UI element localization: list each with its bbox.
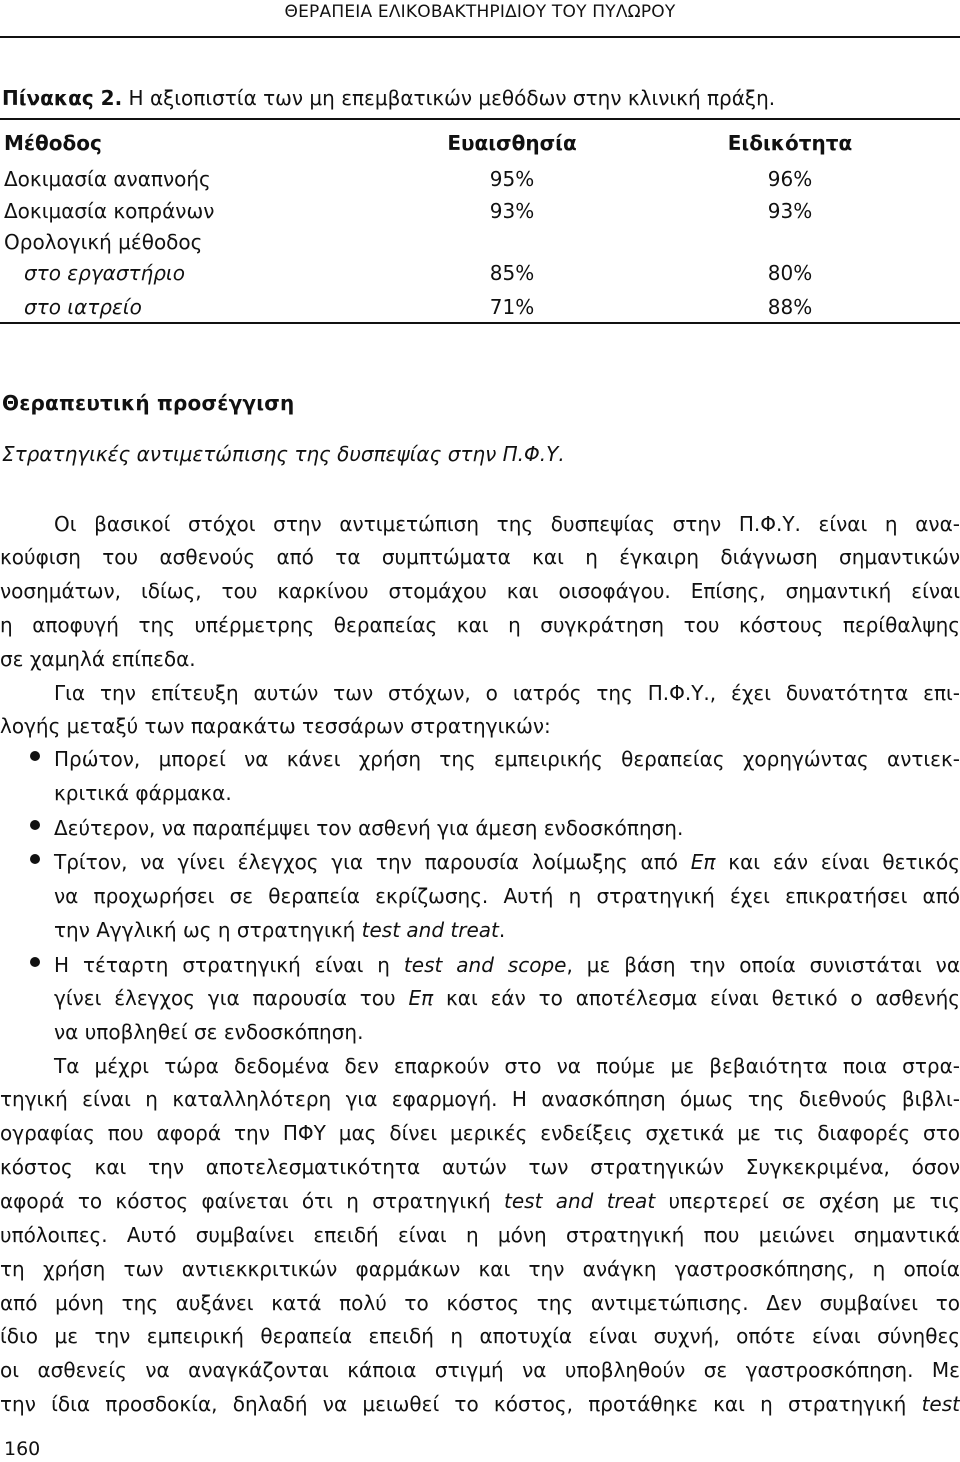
paragraph-line: ογραφίας που αφορά την ΠΦΥ μας δίνει μερικές ενδείξεις σχετικά με τις διαφορές στο — [0, 1121, 960, 1145]
cell-specificity: 80% — [767, 261, 813, 285]
table-row — [0, 258, 960, 288]
bullet-line: κριτικά φάρμακα. — [54, 781, 232, 805]
section-heading: Θεραπευτική προσέγγιση — [2, 391, 295, 415]
table-header-row — [0, 128, 960, 158]
paragraph-line: Οι βασικοί στόχοι στην αντιμετώπιση της δυσπεψίας στην Π.Φ.Υ. είναι η ανα- — [54, 512, 960, 536]
paragraph-line: αφορά το κόστος φαίνεται ότι η στρατηγική test and treat υπερτερεί σε σχέση με τις — [0, 1189, 960, 1213]
bullet-line: να προχωρήσει σε θεραπεία εκρίζωσης. Αυτή η στρατηγική έχει επικρατήσει από — [54, 884, 960, 908]
paragraph-line: κούφιση του ασθενούς από τα συμπτώματα και η έγκαιρη διάγνωση σημαντικών — [0, 545, 960, 569]
header-rule — [0, 36, 960, 38]
cell-method: στο εργαστήριο — [24, 261, 185, 285]
column-header-method: Μέθοδος — [4, 131, 102, 155]
cell-method: Ορολογική μέθοδος — [4, 230, 203, 254]
paragraph-line: η αποφυγή της υπέρμετρης θεραπείας και η συγκράτηση του κόστους περίθαλψης — [0, 613, 960, 637]
bullet-line: να υποβληθεί σε ενδοσκόπηση. — [54, 1020, 364, 1044]
bullet-line: γίνει έλεγχος για παρουσία του Επ και εάν το αποτέλεσμα είναι θετικό ο ασθενής — [54, 986, 960, 1010]
cell-specificity: 93% — [767, 199, 813, 223]
bullet-icon — [30, 957, 40, 967]
paragraph-line: σε χαμηλά επίπεδα. — [0, 647, 196, 671]
table-row — [0, 196, 960, 226]
bullet-line: Δεύτερον, να παραπέμψει τον ασθενή για άμεση ενδοσκόπηση. — [54, 816, 684, 840]
subsection-heading: Στρατηγικές αντιμετώπισης της δυσπεψίας στην Π.Φ.Υ. — [2, 442, 565, 466]
bullet-line: την Αγγλική ως η στρατηγική test and treat. — [54, 918, 506, 942]
table-caption-text: Η αξιοπιστία των μη επεμβατικών μεθόδων στην κλινική πράξη. — [128, 86, 776, 110]
paragraph-line: κόστος και την αποτελεσματικότητα αυτών των στρατηγικών Συγκεκριμένα, όσον — [0, 1155, 960, 1179]
table-caption-label: Πίνακας 2. — [2, 86, 123, 110]
paragraph-line: λογής μεταξύ των παρακάτω τεσσάρων στρατηγικών: — [0, 714, 551, 738]
paragraph-line: ίδιο με την εμπειρική θεραπεία επειδή η αποτυχία είναι συχνή, οπότε είναι σύνηθες — [0, 1324, 960, 1348]
bullet-line: Η τέταρτη στρατηγική είναι η test and scope, με βάση την οποία συνιστάται να — [54, 953, 960, 977]
bullet-line: Τρίτον, να γίνει έλεγχος για την παρουσία λοίμωξης από Επ και εάν είναι θετικός — [54, 850, 960, 874]
table-bottom-rule — [0, 322, 960, 324]
page-number: 160 — [4, 1438, 41, 1460]
table-row — [0, 164, 960, 194]
paragraph-line: νοσημάτων, ιδίως, του καρκίνου στομάχου και οισοφάγου. Επίσης, σημαντική είναι — [0, 579, 960, 603]
paragraph-line: τη χρήση των αντιεκκριτικών φαρμάκων και την ανάγκη γαστροσκόπησης, η οποία — [0, 1257, 960, 1281]
bullet-icon — [30, 854, 40, 864]
cell-sensitivity: 93% — [489, 199, 535, 223]
table-caption — [2, 86, 775, 110]
paragraph-line: υπόλοιπες. Αυτό συμβαίνει επειδή είναι η μόνη στρατηγική που μειώνει σημαντικά — [0, 1223, 960, 1247]
table-row — [0, 292, 960, 322]
paragraph-line: Τα μέχρι τώρα δεδομένα δεν επαρκούν στο να πούμε με βεβαιότητα ποια στρα- — [54, 1054, 960, 1078]
cell-sensitivity: 71% — [489, 295, 535, 319]
table-top-rule — [0, 118, 960, 120]
cell-method: Δοκιμασία αναπνοής — [4, 167, 211, 191]
table-row — [0, 227, 960, 257]
running-header: ΘΕΡΑΠΕΙΑ ΕΛΙΚΟΒΑΚΤΗΡΙΔΙΟΥ ΤΟΥ ΠΥΛΩΡΟΥ — [284, 2, 676, 22]
column-header-sensitivity: Ευαισθησία — [447, 131, 577, 155]
bullet-icon — [30, 751, 40, 761]
paragraph-line: τηγική είναι η καταλληλότερη για εφαρμογή. Η ανασκόπηση όμως της διεθνούς βιβλι- — [0, 1087, 960, 1111]
bullet-icon — [30, 820, 40, 830]
paragraph-line: από μόνη της αυξάνει κατά πολύ το κόστος της αντιμετώπισης. Δεν συμβαίνει το — [0, 1291, 960, 1315]
cell-sensitivity: 85% — [489, 261, 535, 285]
cell-specificity: 88% — [767, 295, 813, 319]
cell-method: στο ιατρείο — [24, 295, 142, 319]
bullet-line: Πρώτον, μπορεί να κάνει χρήση της εμπειρικής θεραπείας χορηγώντας αντιεκ- — [54, 747, 960, 771]
cell-specificity: 96% — [767, 167, 813, 191]
paragraph-line: οι ασθενείς να αναγκάζονται κάποια στιγμή να υποβληθούν σε γαστροσκόπηση. Με — [0, 1358, 960, 1382]
cell-method: Δοκιμασία κοπράνων — [4, 199, 215, 223]
cell-sensitivity: 95% — [489, 167, 535, 191]
column-header-specificity: Ειδικότητα — [727, 131, 853, 155]
paragraph-line: Για την επίτευξη αυτών των στόχων, ο ιατρός της Π.Φ.Υ., έχει δυνατότητα επι- — [54, 681, 960, 705]
paragraph-line: την ίδια προσδοκία, δηλαδή να μειωθεί το κόστος, προτάθηκε και η στρατηγική test — [0, 1392, 960, 1416]
